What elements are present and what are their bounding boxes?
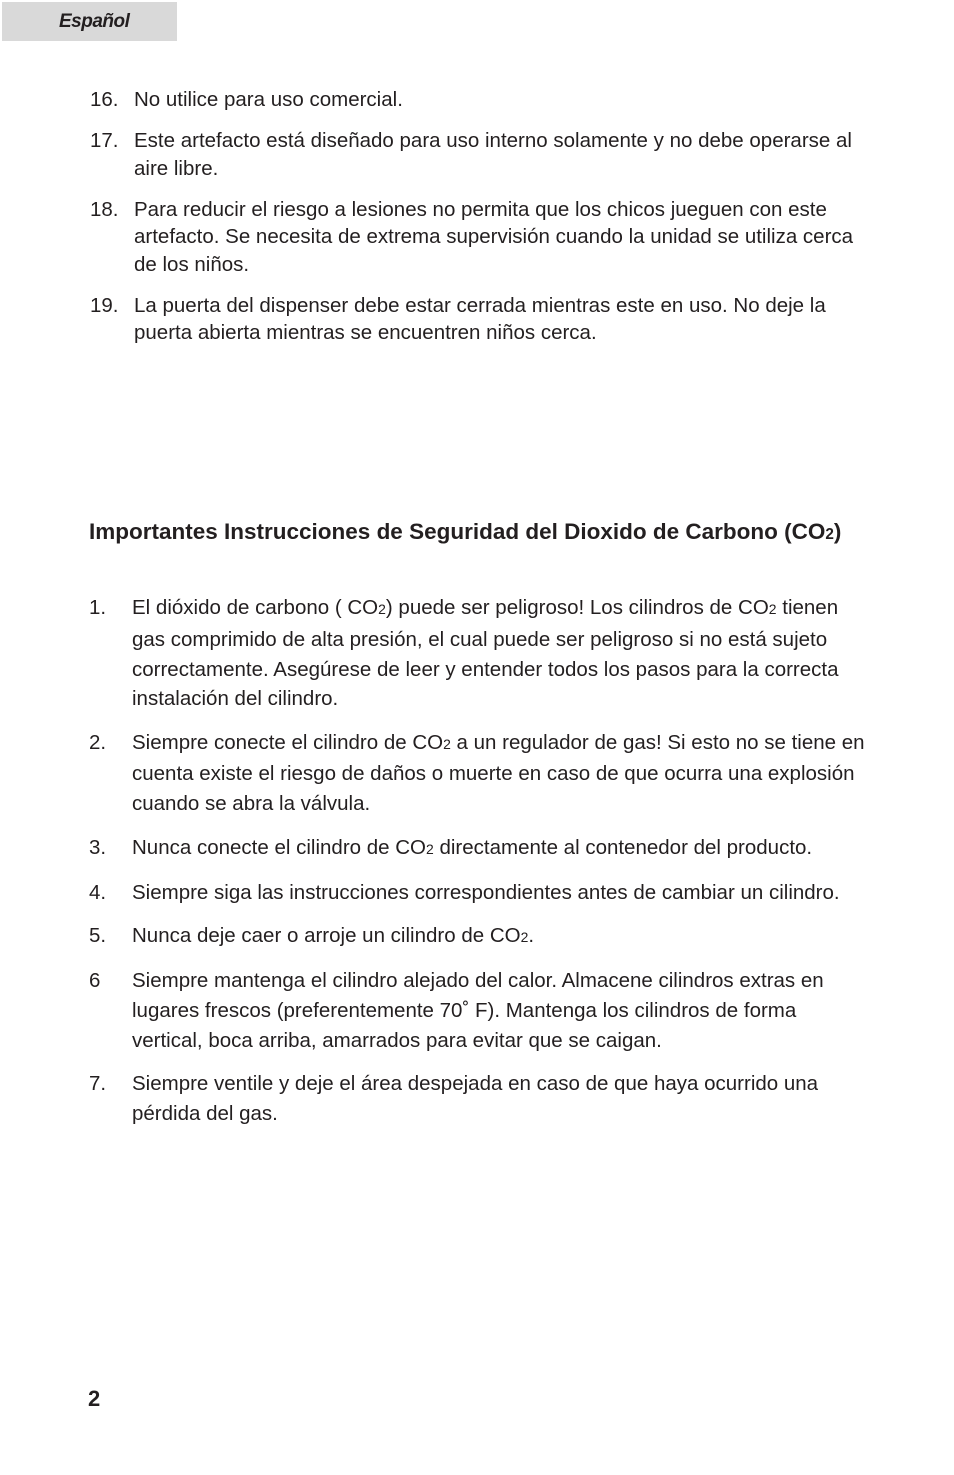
safety-list-general	[90, 86, 870, 360]
text-run: tienen gas comprimido de alta presión, el cual puede ser peligroso si no está sujeto correctamente. Asegúrese de leer y entender todos los pasos para la correcta instalación del cilindro.	[132, 596, 839, 711]
list-item	[90, 196, 870, 279]
list-item	[89, 833, 869, 865]
text-run: directamente al contenedor del producto.	[433, 835, 813, 859]
text-run: El dióxido de carbono ( CO	[132, 596, 379, 619]
co2-safety-list	[89, 593, 869, 1142]
subscript: 2	[426, 840, 434, 857]
item-text: No utilice para uso comercial.	[134, 88, 403, 111]
text-run: ) puede ser peligroso! Los cilindros de CO	[385, 596, 769, 619]
item-text	[132, 1069, 869, 1129]
subscript: 2	[378, 601, 386, 617]
list-item	[90, 86, 870, 114]
item-text	[132, 593, 869, 714]
item-text	[132, 728, 869, 819]
text-run: Nunca deje caer o arroje un cilindro de CO	[132, 924, 521, 948]
list-item	[89, 921, 869, 953]
item-number: 18.	[90, 197, 119, 221]
subscript: 2	[443, 735, 451, 752]
section-title	[89, 516, 869, 551]
text-run: Siempre ventile y deje el área despejada en caso de que haya ocurrido una pérdida del gas.	[132, 1072, 819, 1126]
section-title-close: )	[833, 519, 842, 544]
text-run: .	[528, 924, 535, 948]
section-title-subscript: 2	[825, 526, 834, 543]
item-number: 16.	[90, 88, 119, 111]
text-run: Siempre conecte el cilindro de CO	[132, 730, 444, 754]
item-number: 19.	[90, 293, 119, 317]
list-item	[90, 127, 870, 182]
item-number: 2.	[89, 730, 107, 754]
item-text	[132, 833, 869, 865]
section-title-text: Importantes Instrucciones de Seguridad del Dioxido de Carbono (CO	[89, 519, 826, 544]
item-number: 6	[89, 969, 101, 993]
list-item	[90, 292, 870, 347]
page-number: 2	[88, 1386, 101, 1411]
subscript: 2	[520, 929, 529, 946]
list-item	[89, 1069, 869, 1129]
text-run: Siempre mantenga el cilindro alejado del calor. Almacene cilindros extras en lugares frescos (preferentemente 70˚ F). Mantenga los cilindros de forma vertical, boca arriba, amarrados para evitar que se caigan.	[132, 969, 824, 1053]
item-number: 17.	[90, 129, 119, 152]
text-run: a un regulador de gas! Si esto no se tiene en cuenta existe el riesgo de daños o muerte en caso de que ocurra una explosión cuando se abra la válvula.	[132, 730, 865, 816]
item-text: Para reducir el riesgo a lesiones no permita que los chicos jueguen con este artefacto. Se necesita de extrema supervisión cuando la unidad se utiliza cerca de los niños.	[134, 197, 854, 276]
list-item	[89, 878, 869, 908]
subscript: 2	[768, 601, 777, 617]
item-text	[132, 966, 869, 1055]
list-item	[89, 966, 869, 1055]
list-item	[89, 728, 869, 819]
text-run: Siempre siga las instrucciones correspondientes antes de cambiar un cilindro.	[132, 880, 840, 904]
item-number: 1.	[89, 596, 107, 619]
item-text: La puerta del dispenser debe estar cerrada mientras este en uso. No deje la puerta abierta mientras se encuentren niños cerca.	[134, 293, 826, 344]
item-text: Este artefacto está diseñado para uso interno solamente y no debe operarse al aire libre.	[134, 129, 852, 180]
item-text	[132, 878, 869, 908]
item-number: 3.	[89, 835, 107, 859]
text-run: Nunca conecte el cilindro de CO	[132, 835, 426, 859]
item-number: 4.	[89, 880, 107, 904]
item-number: 7.	[89, 1072, 107, 1096]
list-item	[89, 593, 869, 714]
item-number: 5.	[89, 924, 107, 948]
item-text	[132, 921, 869, 953]
language-tab: Español	[2, 2, 177, 41]
